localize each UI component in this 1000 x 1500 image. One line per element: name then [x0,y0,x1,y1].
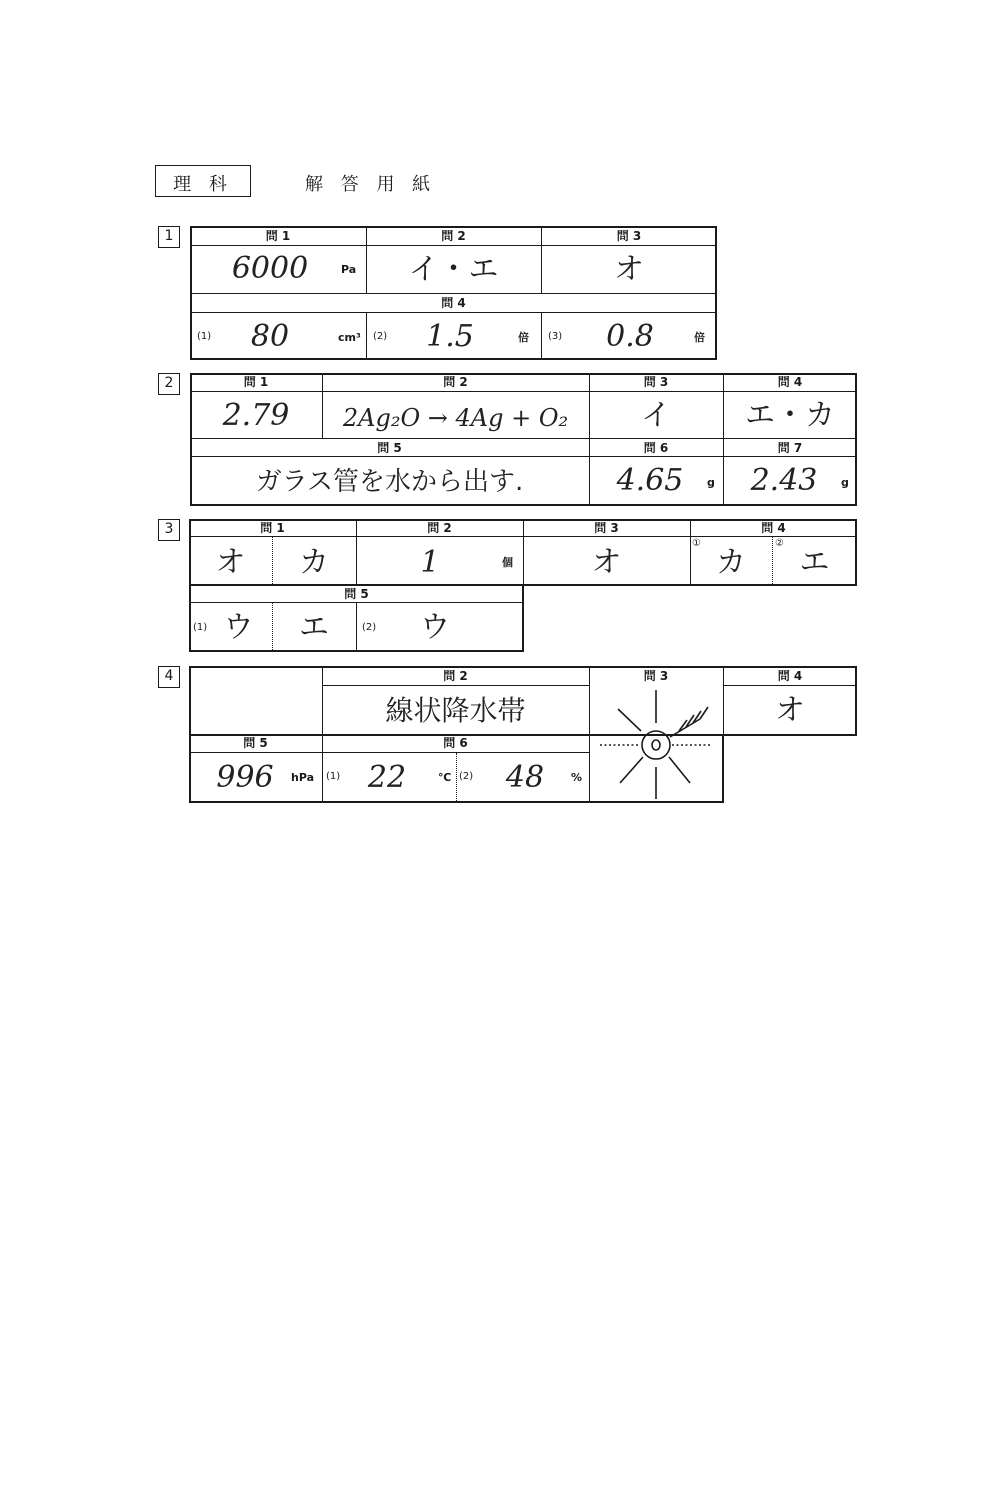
s2-q4-answer: エ・カ [745,398,835,433]
s2-q7-label: 問 7 [777,441,803,455]
section-number-4: 4 [158,666,180,688]
s3-q4-sub-2: ② [775,538,784,549]
divider [541,312,542,360]
s1-q4-p3-unit: 倍 [694,331,705,344]
s1-q1-answer: 6000 [231,251,309,286]
s1-q1-label: 問 1 [265,229,291,243]
s4-q4-answer: オ [775,693,805,728]
s3-q4-answer-2: エ [799,545,830,580]
s2-q6-answer: 4.65 [616,463,684,498]
divider [190,312,717,313]
s1-q4-p2-unit: 倍 [518,331,529,344]
s3-q4-sub-1: ① [692,538,701,549]
s1-q4-p1-unit: cm³ [338,331,361,344]
s4-q6-p1-unit: ℃ [438,771,452,784]
s3-q5-sub-1: (1) [193,622,208,633]
s2-q6-label: 問 6 [643,441,669,455]
s3-q4-answer-1: カ [716,545,746,580]
s4-q2-answer: 線状降水帯 [385,694,526,727]
weather-symbol-drawing [590,687,723,801]
divider [322,685,590,686]
s4-q5-label: 問 5 [243,736,268,750]
s3-q5-sub-2: (2) [362,622,377,633]
s3-q5-answer-1: ウ [223,610,254,645]
s1-q3-label: 問 3 [616,229,642,243]
s2-q2-answer: 2Ag₂O → 4Ag + O₂ [342,404,569,432]
section-number-1: 1 [158,226,180,248]
s1-q2-label: 問 2 [441,229,466,243]
s4-q4-label: 問 4 [777,669,803,683]
divider [366,312,367,360]
s1-q4-label: 問 4 [441,296,466,310]
s1-q4-p2-sub: (2) [373,331,388,342]
s4-q3-label: 問 3 [643,669,669,683]
divider [190,438,857,439]
s3-q1-answer-2: カ [299,545,329,580]
divider [190,245,717,246]
subject-label: 理 科 [173,174,233,195]
s1-q3-answer: オ [614,252,644,287]
s3-q5-label: 問 5 [344,587,369,601]
s4-q6-p2-answer: 48 [505,760,545,795]
divider [189,752,590,753]
s1-q4-p3-answer: 0.8 [606,319,654,354]
page-title: 解 答 用 紙 [305,174,437,195]
s4-q6-label: 問 6 [443,736,468,750]
s3-q3-label: 問 3 [594,521,619,535]
s4-q5-answer: 996 [216,760,274,795]
divider [190,456,857,457]
s3-q1-answer-1: オ [215,545,246,580]
s2-q6-unit: g [707,476,715,489]
s1-q4-p1-answer: 80 [250,319,290,354]
divider [723,685,857,686]
s4-q6-p2-unit: % [571,771,583,784]
divider [190,391,857,392]
s1-q1-unit: Pa [341,263,357,276]
s2-q1-label: 問 1 [243,375,269,389]
divider [190,293,717,294]
s4-q6-p2-sub: (2) [459,771,474,782]
s3-q4-label: 問 4 [761,521,786,535]
s2-q3-label: 問 3 [643,375,669,389]
s1-q4-p1-sub: (1) [197,331,212,342]
s2-q7-answer: 2.43 [750,463,818,498]
s4-q6-p1-answer: 22 [367,760,407,795]
dotted-divider [456,753,457,803]
s3-q1-label: 問 1 [260,521,285,535]
s4-q6-p1-sub: (1) [326,771,341,782]
s3-q5-answer-3: ウ [420,610,450,645]
s1-q4-p2-answer: 1.5 [426,319,474,354]
s2-q5-answer: ガラス管を水から出す. [255,467,524,497]
s2-q7-unit: g [841,476,849,489]
s3-q2-answer: 1 [420,545,440,580]
s4-q2-label: 問 2 [443,669,468,683]
s2-q2-label: 問 2 [443,375,468,389]
s3-q5-answer-2: エ [299,610,329,645]
s2-q5-label: 問 5 [377,441,402,455]
s1-q4-p3-sub: (3) [548,331,563,342]
s3-q2-label: 問 2 [427,521,452,535]
s2-q4-label: 問 4 [777,375,803,389]
s2-q3-answer: イ [641,398,671,433]
section-number-3: 3 [158,519,180,541]
section-number-2: 2 [158,373,180,395]
divider [356,602,357,652]
s2-q1-answer: 2.79 [222,398,290,433]
s1-q2-answer: イ・エ [408,252,499,287]
s3-q3-answer: オ [591,545,622,580]
s4-q5-unit: hPa [291,771,315,784]
s3-q2-unit: 個 [502,556,513,569]
